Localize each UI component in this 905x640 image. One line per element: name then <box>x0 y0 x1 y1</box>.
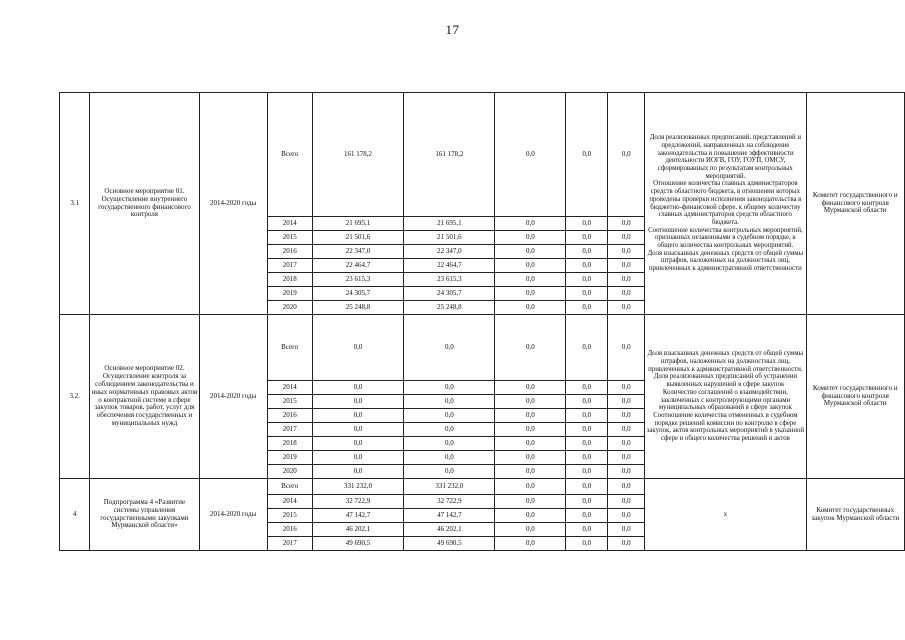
federal-budget-cell: 0,0 <box>495 479 566 495</box>
extrabudget-cell: 0,0 <box>608 287 645 301</box>
extrabudget-cell: 0,0 <box>608 451 645 465</box>
year-cell: 2014 <box>267 217 312 231</box>
municipal-budget-cell: 0,0 <box>566 273 608 287</box>
municipal-budget-cell: 0,0 <box>566 287 608 301</box>
year-cell: 2016 <box>267 409 312 423</box>
year-cell: 2016 <box>267 523 312 537</box>
extrabudget-cell: 0,0 <box>608 395 645 409</box>
row-number: 3.2. <box>60 315 90 479</box>
total-funding-cell: 47 142,7 <box>312 509 403 523</box>
total-funding-cell: 21 501,6 <box>312 231 403 245</box>
year-cell: 2014 <box>267 495 312 509</box>
table-row <box>60 93 905 217</box>
indicators-cell <box>645 93 806 315</box>
total-funding-cell: 0,0 <box>312 381 403 395</box>
implementation-period: 2014-2020 годы <box>199 479 267 551</box>
total-funding-cell: 0,0 <box>312 465 403 479</box>
extrabudget-cell: 0,0 <box>608 259 645 273</box>
year-cell: Всего <box>267 315 312 381</box>
extrabudget-cell: 0,0 <box>608 479 645 495</box>
year-cell: 2015 <box>267 231 312 245</box>
municipal-budget-cell: 0,0 <box>566 301 608 315</box>
total-funding-cell: 21 695,1 <box>312 217 403 231</box>
extrabudget-cell: 0,0 <box>608 381 645 395</box>
regional-budget-cell: 23 615,3 <box>404 273 495 287</box>
federal-budget-cell: 0,0 <box>495 423 566 437</box>
municipal-budget-cell: 0,0 <box>566 217 608 231</box>
extrabudget-cell: 0,0 <box>608 217 645 231</box>
federal-budget-cell: 0,0 <box>495 409 566 423</box>
year-cell: 2019 <box>267 451 312 465</box>
year-cell: Всего <box>267 93 312 217</box>
federal-budget-cell: 0,0 <box>495 451 566 465</box>
regional-budget-cell: 331 232,0 <box>404 479 495 495</box>
federal-budget-cell: 0,0 <box>495 315 566 381</box>
table-row <box>60 479 905 495</box>
regional-budget-cell: 21 501,6 <box>404 231 495 245</box>
year-cell: 2018 <box>267 437 312 451</box>
regional-budget-cell: 0,0 <box>404 315 495 381</box>
extrabudget-cell: 0,0 <box>608 409 645 423</box>
year-cell: 2017 <box>267 537 312 551</box>
total-funding-cell: 331 232,0 <box>312 479 403 495</box>
municipal-budget-cell: 0,0 <box>566 93 608 217</box>
municipal-budget-cell: 0,0 <box>566 259 608 273</box>
municipal-budget-cell: 0,0 <box>566 537 608 551</box>
year-cell: 2016 <box>267 245 312 259</box>
regional-budget-cell: 0,0 <box>404 381 495 395</box>
activity-name: Подпрограмма 4 «Развитие системы управления государственными закупками Мурманской области» <box>90 479 199 551</box>
municipal-budget-cell: 0,0 <box>566 437 608 451</box>
extrabudget-cell: 0,0 <box>608 423 645 437</box>
year-cell: 2017 <box>267 259 312 273</box>
implementation-period: 2014-2020 годы <box>199 315 267 479</box>
federal-budget-cell: 0,0 <box>495 437 566 451</box>
indicators-cell <box>645 315 806 479</box>
federal-budget-cell: 0,0 <box>495 395 566 409</box>
total-funding-cell: 49 690,5 <box>312 537 403 551</box>
federal-budget-cell: 0,0 <box>495 495 566 509</box>
regional-budget-cell: 32 722,9 <box>404 495 495 509</box>
regional-budget-cell: 47 142,7 <box>404 509 495 523</box>
indicators-text: х <box>723 510 728 518</box>
federal-budget-cell: 0,0 <box>495 231 566 245</box>
extrabudget-cell: 0,0 <box>608 315 645 381</box>
federal-budget-cell: 0,0 <box>495 287 566 301</box>
regional-budget-cell: 0,0 <box>404 395 495 409</box>
total-funding-cell: 25 248,8 <box>312 301 403 315</box>
activity-name: Основное мероприятие 01. Осуществление внутреннего государственного финансового контроля <box>90 93 199 315</box>
federal-budget-cell: 0,0 <box>495 93 566 217</box>
federal-budget-cell: 0,0 <box>495 245 566 259</box>
extrabudget-cell: 0,0 <box>608 93 645 217</box>
regional-budget-cell: 25 248,8 <box>404 301 495 315</box>
total-funding-cell: 46 202,1 <box>312 523 403 537</box>
activity-name: Основное мероприятие 02. Осуществление контроля за соблюдением законодательства и иных нормативных правовых актов о контрактной системе в сфере закупок товаров, работ, услуг для обеспечения государственных и муниципальных нужд <box>90 315 199 479</box>
municipal-budget-cell: 0,0 <box>566 231 608 245</box>
year-cell: Всего <box>267 479 312 495</box>
regional-budget-cell: 21 695,1 <box>404 217 495 231</box>
extrabudget-cell: 0,0 <box>608 495 645 509</box>
extrabudget-cell: 0,0 <box>608 509 645 523</box>
municipal-budget-cell: 0,0 <box>566 409 608 423</box>
total-funding-cell: 23 615,3 <box>312 273 403 287</box>
total-funding-cell: 161 178,2 <box>312 93 403 217</box>
regional-budget-cell: 22 347,0 <box>404 245 495 259</box>
row-number: 3.1 <box>60 93 90 315</box>
extrabudget-cell: 0,0 <box>608 523 645 537</box>
extrabudget-cell: 0,0 <box>608 301 645 315</box>
year-cell: 2015 <box>267 395 312 409</box>
total-funding-cell: 0,0 <box>312 451 403 465</box>
regional-budget-cell: 0,0 <box>404 465 495 479</box>
municipal-budget-cell: 0,0 <box>566 315 608 381</box>
regional-budget-cell: 0,0 <box>404 409 495 423</box>
total-funding-cell: 0,0 <box>312 315 403 381</box>
extrabudget-cell: 0,0 <box>608 465 645 479</box>
federal-budget-cell: 0,0 <box>495 273 566 287</box>
total-funding-cell: 0,0 <box>312 423 403 437</box>
executor-cell: Комитет государственного и финансового контроля Мурманской области <box>806 93 905 315</box>
year-cell: 2019 <box>267 287 312 301</box>
extrabudget-cell: 0,0 <box>608 231 645 245</box>
municipal-budget-cell: 0,0 <box>566 509 608 523</box>
federal-budget-cell: 0,0 <box>495 509 566 523</box>
page-number: 17 <box>445 22 460 37</box>
federal-budget-cell: 0,0 <box>495 381 566 395</box>
federal-budget-cell: 0,0 <box>495 523 566 537</box>
row-number: 4 <box>60 479 90 551</box>
year-cell: 2018 <box>267 273 312 287</box>
indicators-cell <box>645 479 806 551</box>
federal-budget-cell: 0,0 <box>495 301 566 315</box>
year-cell: 2020 <box>267 465 312 479</box>
municipal-budget-cell: 0,0 <box>566 395 608 409</box>
extrabudget-cell: 0,0 <box>608 437 645 451</box>
municipal-budget-cell: 0,0 <box>566 465 608 479</box>
municipal-budget-cell: 0,0 <box>566 423 608 437</box>
municipal-budget-cell: 0,0 <box>566 479 608 495</box>
regional-budget-cell: 0,0 <box>404 451 495 465</box>
federal-budget-cell: 0,0 <box>495 537 566 551</box>
federal-budget-cell: 0,0 <box>495 217 566 231</box>
total-funding-cell: 0,0 <box>312 409 403 423</box>
executor-cell: Комитет государственных закупок Мурманской области <box>806 479 905 551</box>
regional-budget-cell: 161 178,2 <box>404 93 495 217</box>
year-cell: 2020 <box>267 301 312 315</box>
regional-budget-cell: 24 305,7 <box>404 287 495 301</box>
extrabudget-cell: 0,0 <box>608 273 645 287</box>
municipal-budget-cell: 0,0 <box>566 245 608 259</box>
indicators-text: Доля взысканных денежных средств от общей суммы штрафов, наложенных на должностных лиц, привлеченных к административной ответственности. Доля реализованных предписаний об устранении выявленных нарушений в сфере закупок Количество соглашений о взаимодействии, заключенных с контролирующими органами муниципальных образований в сфере закупок Соотношение количества отмененных в судебном порядке решений комиссии по контролю в сфере закупок, актов контрольных мероприятий в указанной сфере и общего количества решений и актов <box>646 350 805 442</box>
table-row <box>60 315 905 381</box>
year-cell: 2017 <box>267 423 312 437</box>
extrabudget-cell: 0,0 <box>608 245 645 259</box>
extrabudget-cell: 0,0 <box>608 537 645 551</box>
regional-budget-cell: 0,0 <box>404 437 495 451</box>
implementation-period: 2014-2020 годы <box>199 93 267 315</box>
year-cell: 2014 <box>267 381 312 395</box>
indicators-text: Доля реализованных предписаний, представлений и предложений, направленных на соблюдение законодательства и повышение эффективности деятельности ИОГВ, ГОУ, ГОУП, ОМСУ, сформированных по результатам контрольных мероприятий. Отношение количества главных администраторов средств областного бюджета, в отношении которых проведены проверки исполнения законодательства в бюджетно-финансовой сфере, к общему количеству главных администраторов средств областного бюджета. Соотношение количества контрольных мероприятий, признанных незаконными в судебном порядке, к общего количества контрольных мероприятий. Доля взысканных денежных средств от общей суммы штрафов, наложенных на должностных лиц, привлеченных к административной ответственности <box>647 134 804 272</box>
municipal-budget-cell: 0,0 <box>566 523 608 537</box>
municipal-budget-cell: 0,0 <box>566 495 608 509</box>
total-funding-cell: 32 722,9 <box>312 495 403 509</box>
year-cell: 2015 <box>267 509 312 523</box>
budget-table <box>59 92 905 551</box>
municipal-budget-cell: 0,0 <box>566 381 608 395</box>
federal-budget-cell: 0,0 <box>495 465 566 479</box>
total-funding-cell: 24 305,7 <box>312 287 403 301</box>
total-funding-cell: 0,0 <box>312 437 403 451</box>
total-funding-cell: 0,0 <box>312 395 403 409</box>
regional-budget-cell: 0,0 <box>404 423 495 437</box>
regional-budget-cell: 46 202,1 <box>404 523 495 537</box>
executor-cell: Комитет государственного и финансового контроля Мурманской области <box>806 315 905 479</box>
total-funding-cell: 22 464,7 <box>312 259 403 273</box>
municipal-budget-cell: 0,0 <box>566 451 608 465</box>
regional-budget-cell: 22 464,7 <box>404 259 495 273</box>
total-funding-cell: 22 347,0 <box>312 245 403 259</box>
regional-budget-cell: 49 690,5 <box>404 537 495 551</box>
federal-budget-cell: 0,0 <box>495 259 566 273</box>
